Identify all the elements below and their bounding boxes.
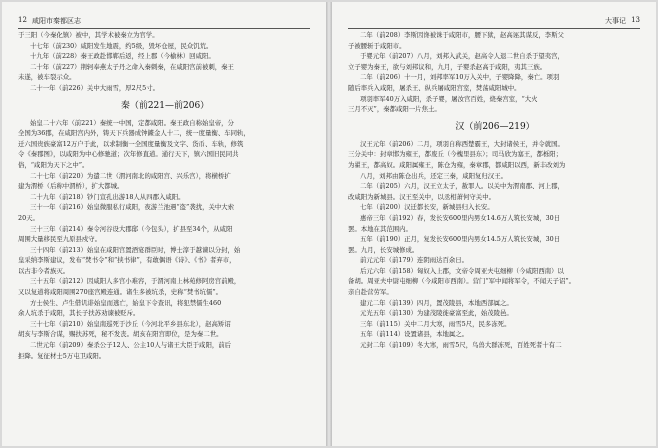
text-line: 令《秦郡图》，以咸阳为中心修驰道；次年修直道。通行天下，镇六国旧民同共	[18, 150, 239, 159]
left-page-header	[18, 16, 310, 29]
text-line: 胡亥与李斯合谋，赐扶苏死，秘不发丧。胡亥在阳宫即位，是为秦二世。	[18, 330, 223, 339]
text-line: 建为渭桥（后称中渭桥），扩大都城。	[18, 182, 124, 191]
text-line: 随后率兵入咸阳，屠杀王、纵兵屠咸阳宫室，焚荡咸阳城中。	[348, 83, 521, 92]
text-line: 建元二年（前139）四月，置茂陵县，本地西部属之。	[360, 298, 513, 307]
text-line: 三十五年（前212）因咸阳人多宫小难容，于渭河南上林苑修阿房宫前殿，	[30, 277, 241, 286]
text-line: 二十七年（前220）为遣二世（渭河南北的咸阳宫、兴乐宫），将横桥扩	[30, 171, 231, 180]
left-running-title: 咸阳市秦都区志	[32, 17, 81, 25]
text-line: 拒降。复征材士5万屯卫咸阳。	[18, 351, 106, 360]
text-line: 方士侯生、卢生借讥诽始皇而逃亡，始皇下令查讯，将犯禁儒生460	[30, 298, 222, 307]
text-line: 二十一年（前226）关中大雨雪，厚2尺5寸。	[30, 83, 159, 92]
right-page-number: 13	[631, 16, 640, 24]
text-line: 二世元年（前209）秦杀公子12人、公主10人与诸王大臣于咸阳，前后	[30, 341, 232, 350]
text-line: 为翟王，都高奴。咸阳属雍王，陈仓为雍，秦章郡，都咸阳以西，新丰改刘为	[348, 160, 566, 169]
text-line: 汉王元年（前206）二月，项羽自称西楚霸王，大封诸侯王，并令就国。	[360, 139, 564, 148]
text-line: 余人坑杀于咸阳，其长子扶苏劝谏被贬斥。	[18, 309, 140, 318]
text-line: 于婴元年（前207）八月，刘邦入武关，赵高令人退二世自杀于望夷宫，	[360, 52, 564, 61]
text-line: 十七年（前230）咸阳发生地震，约5级，毁坏仓屋，民众饥荒。	[30, 41, 213, 50]
text-line: 罢。九月，长安城修成。	[348, 245, 419, 254]
text-line: 三月不灭”，秦都咸阳一片焦土。	[348, 105, 441, 114]
right-running-title: 大事记	[605, 17, 626, 25]
text-line: 始皇二十六年（前221）秦统一中国，定都咸阳。秦王政自称始皇帝，分	[30, 118, 234, 127]
text-line: 二年（前208）李斯因谗被诛于咸阳市，腰下狱，赵高诬其谋反，李斯父	[360, 31, 564, 39]
text-line: 二十年（前227）荆轲奉燕太子丹之命入秦刺秦，在咸阳宫前被刺，秦王	[30, 62, 234, 71]
text-line: 二十九年（前218）钞门宣孔出游18人从四郡入咸阳。	[30, 192, 185, 201]
text-line: 改咸阳为新城县。汉王至关中，以丞相萧何守关中。	[348, 192, 495, 201]
text-line: 三十三年（前214）秦令河谷设大郡邸（今包头），扩县至34个，从咸阳	[30, 224, 233, 233]
text-line: 二年（前205）六月，汉王立太子，赦罪人。以关中为渭南郡、河上郡，	[360, 182, 564, 191]
text-line: 项羽率军40万入咸阳，杀子婴，屠汝宫百姓，烧秦宫室，“大火	[360, 94, 538, 103]
text-line: 惠帝三年（前192）春，发长安600里内男女14.6万人筑长安城，30日	[360, 213, 561, 222]
section-heading-han: 汉（前206—219）	[455, 121, 535, 132]
text-line: 二年（前206）十一月，刘邦率军10万入关中，子婴降降，秦亡。项羽	[360, 73, 560, 82]
text-line: 全国为36郡，在咸阳宫内外，铸天下兵器成钟鐻金人十二，统一度量衡、车同轨，	[18, 129, 250, 138]
text-line: 俗，“咸阳为天下之中”。	[18, 160, 89, 169]
right-page	[332, 2, 656, 446]
left-page-number: 12	[18, 16, 27, 24]
text-line: 三分关中：封章邯为雍王，都废丘（今槐里县东）；司马欣为塞王，都栎阳；	[348, 150, 563, 159]
right-page-header	[348, 16, 640, 29]
text-line: 八月，刘邦由陈仓出兵，还定三秦，咸阳复归汉王。	[360, 171, 507, 180]
text-line: 三十七年（前210）始皇南巡死于沙丘（今河北平乡县东北），赵高矫诏	[30, 319, 231, 328]
text-line: 未遂，被车裂示众。	[18, 73, 76, 82]
text-line: 备胡。周亚夫中尉屯细柳（今咸阳市西南）。营门“军中闻将军令，不闻天子诏”。	[348, 277, 576, 286]
text-line: 亲自赴营劳军。	[348, 288, 393, 297]
text-line: 三十四年（前213）始皇在咸阳宫置酒宴群臣时，博士淳于越谏以分封，始	[30, 245, 241, 254]
section-heading-qin: 秦（前221—前206）	[120, 100, 210, 111]
text-line: 周围大量移民至九原县戍守。	[18, 235, 102, 244]
text-line: 五年（前114）设置诸县，本地属之。	[360, 330, 469, 339]
text-line: 立子婴为秦王，欲与刘邦议和，九月，子婴杀赵高于咸阳，夷其三族。	[348, 62, 547, 71]
text-line: 元光五年（前130）为建茂陵徙豪富至此，始茂陵邑。	[360, 309, 513, 318]
text-line: 20天。	[18, 213, 39, 222]
text-line: 三十一年（前216）始皇微服私行咸阳，夜游兰池遇“盗”袭扰，关中大索	[30, 203, 235, 212]
text-line: 于三阳（今秦化镇）被中，其学术被秦立为官学。	[18, 31, 159, 39]
text-line: 又以复道将咸阳周围270座宫殿连通。诸生多被坑杀，史称“焚书坑儒”。	[18, 288, 223, 297]
text-line: 七年（前200）汉迁都长安，新城县归入长安。	[360, 203, 494, 212]
text-line: 五年（前190）正月，复发长安600里内男女14.5万人筑长安城，30日	[360, 235, 561, 244]
text-line: 罢。本地在其范围内。	[348, 224, 412, 233]
left-page	[2, 2, 326, 446]
text-line: 前元元年（前179）连阴雨达百余日。	[360, 256, 469, 265]
text-line: 迁六国贵族豪富12万户于此，以求制衡一全国度量衡及文字、货币、车轨，修筑	[18, 139, 244, 148]
text-line: 元封二年（前109）冬大寒，雨雪5尺，鸟兽大群冻死，百姓死者十有二	[360, 341, 562, 350]
text-line: 子被腰斩于咸阳市。	[348, 41, 406, 50]
text-line: 皇采纳李斯建议，发布“焚书令”和“挟书律”，有敢偶语《诗》、《书》者弃市，	[18, 256, 236, 265]
text-line: 后元六年（前158）匈奴入上郡，文帝令周亚夫屯细柳（今咸阳西南）以	[360, 266, 564, 275]
text-line: 三年（前115）关中二月大寒，雨雪5尺，民多冻死。	[360, 319, 511, 328]
text-line: 十九年（前228）秦王政赴邯郸后返，经上郡（今榆林）回咸阳。	[30, 52, 215, 61]
book-spread	[2, 2, 656, 446]
left-page-body	[18, 30, 312, 361]
right-page-body	[348, 30, 642, 351]
text-line: 以古非今者族灭。	[18, 266, 70, 275]
